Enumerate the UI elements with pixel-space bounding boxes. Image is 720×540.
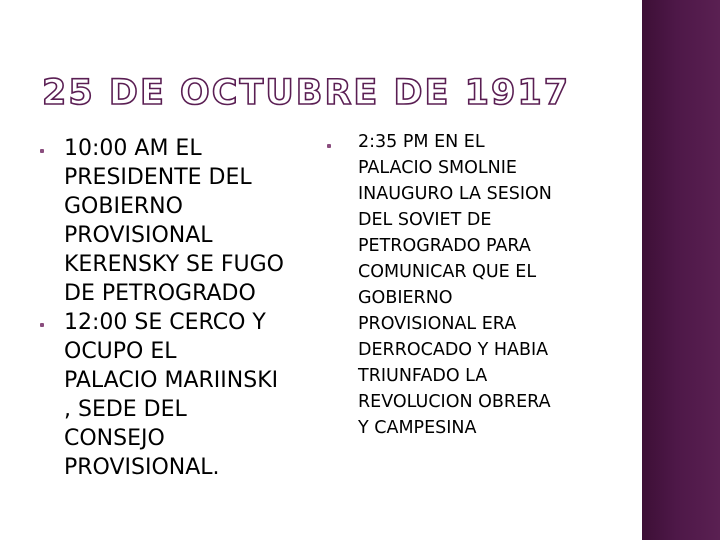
bullet-text: 12:00 SE CERCO Y OCUPO EL PALACIO MARIINSKI , SEDE DEL CONSEJO PROVISIONAL. xyxy=(64,310,279,480)
bullet-item xyxy=(40,134,310,308)
slide-title: 25 DE OCTUBRE DE 1917 xyxy=(42,73,571,113)
right-bullet-list xyxy=(327,129,602,441)
bullet-item xyxy=(40,308,310,482)
bullet-marker-icon xyxy=(327,144,331,148)
decorative-side-band xyxy=(642,0,720,540)
bullet-item xyxy=(327,129,602,441)
bullet-text: 2:35 PM EN EL PALACIO SMOLNIE INAUGURO LA SESION DEL SOVIET DE PETROGRADO PARA COMUNICAR QUE EL GOBIERNO PROVISIONAL ERA DERROCADO Y HABIA TRIUNFADO LA REVOLUCION OBRERA Y CAMPESINA xyxy=(358,132,552,438)
bullet-marker-icon xyxy=(40,149,44,153)
bullet-text: 10:00 AM EL PRESIDENTE DEL GOBIERNO PROVISIONAL KERENSKY SE FUGO DE PETROGRADO xyxy=(64,136,284,306)
left-bullet-list xyxy=(40,134,310,482)
bullet-marker-icon xyxy=(40,323,44,327)
